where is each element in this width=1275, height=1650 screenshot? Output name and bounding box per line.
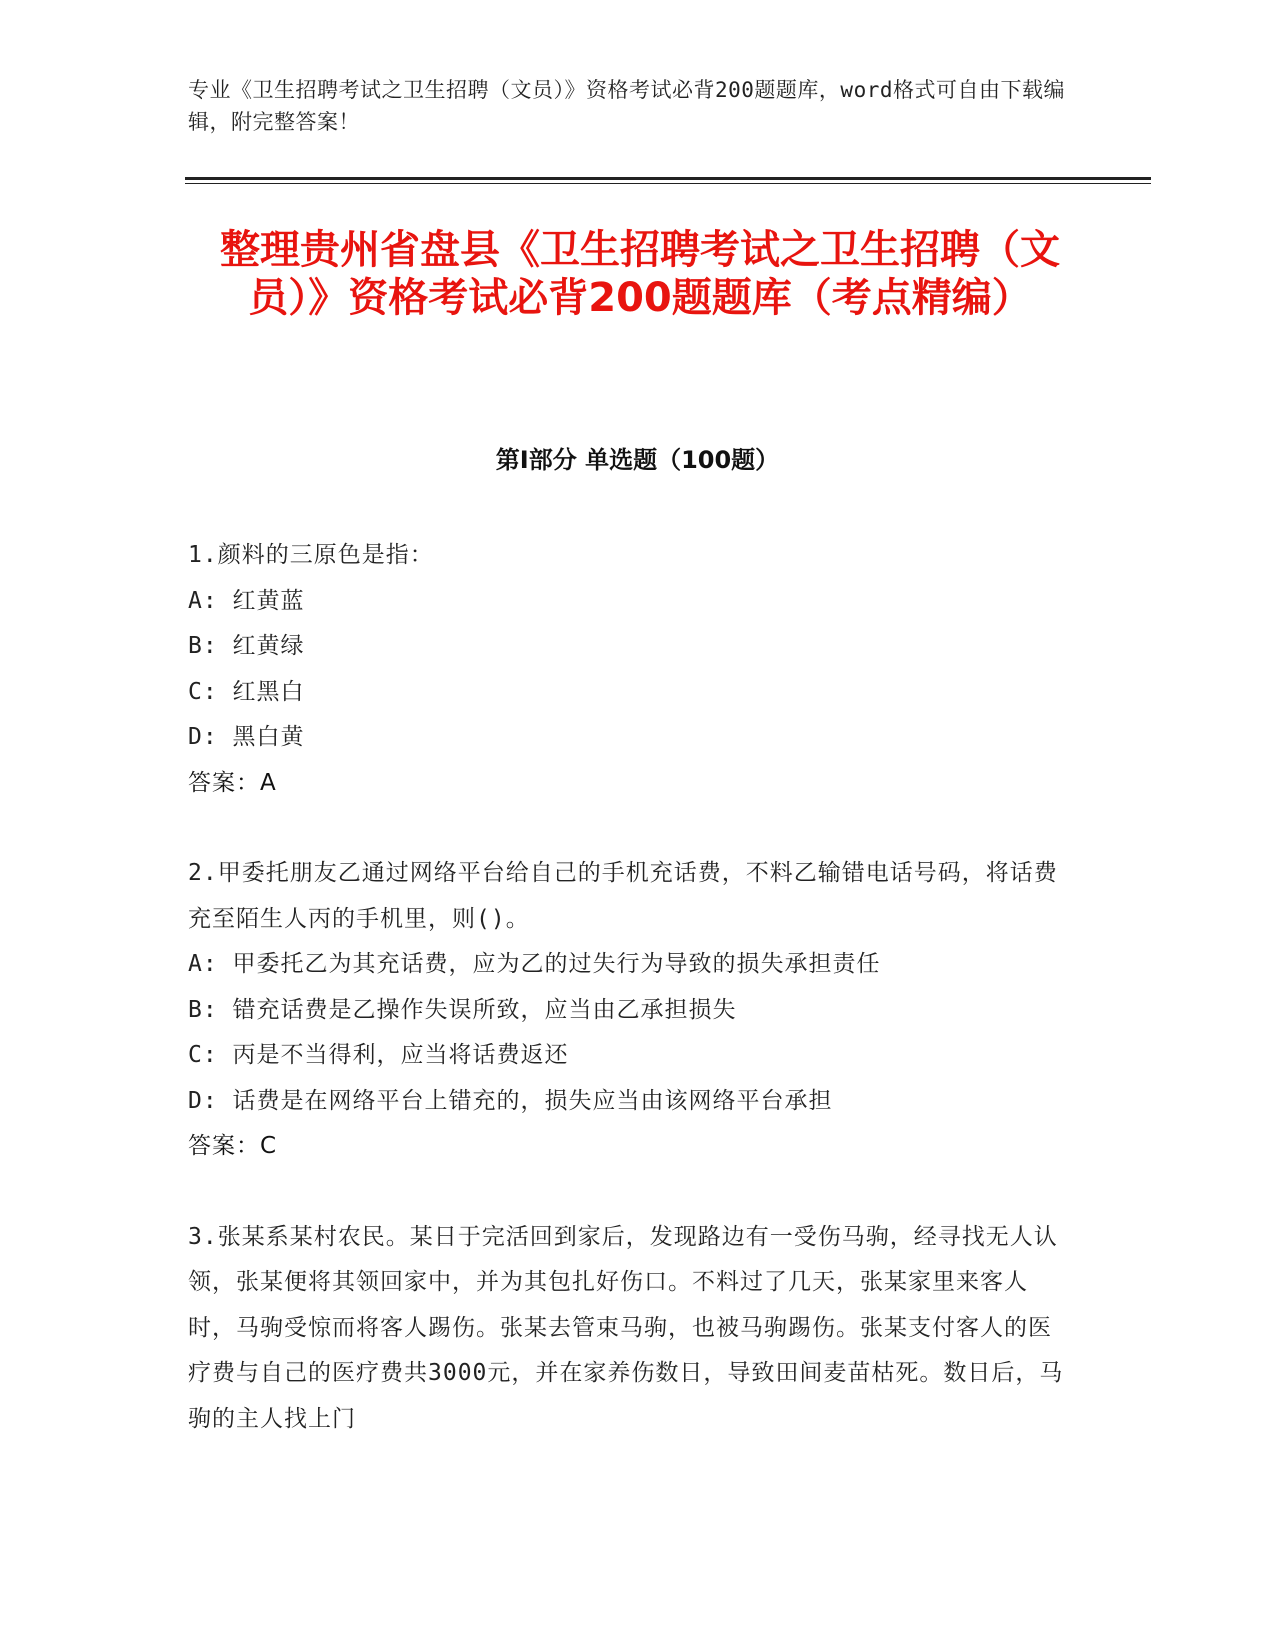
option-b: B: 红黄绿 <box>188 633 305 659</box>
answer: 答案：A <box>188 769 277 796</box>
option-a: A: 甲委托乙为其充话费，应为乙的过失行为导致的损失承担责任 <box>188 951 881 977</box>
question-stem: 2.甲委托朋友乙通过网络平台给自己的手机充话费，不料乙输错电话号码，将话费充至陌生人丙的手机里，则()。 <box>188 860 1058 932</box>
option-c: C: 红黑白 <box>188 678 305 705</box>
header-divider-thin <box>185 183 1151 184</box>
header-divider-thick <box>185 177 1151 180</box>
question-item <box>188 851 1068 1170</box>
option-d: D: 黑白黄 <box>188 724 305 750</box>
question-item <box>188 533 1068 806</box>
section-title: 第Ⅰ部分 单选题（100题） <box>495 446 780 474</box>
question-item <box>188 1215 1068 1443</box>
question-gap <box>188 806 1068 851</box>
question-stem: 3.张某系某村农民。某日于完活回到家后，发现路边有一受伤马驹，经寻找无人认领，张某便将其领回家中，并为其包扎好伤口。不料过了几天，张某家里来客人时，马驹受惊而将客人踢伤。张某去管束马驹，也被马驹踢伤。张某支付客人的医疗费与自己的医疗费共3000元，并在家养伤数日，导致田间麦苗枯死。数日后，马驹的主人找上门 <box>188 1223 1064 1432</box>
answer: 答案：C <box>188 1133 278 1159</box>
option-a: A: 红黄蓝 <box>188 587 305 614</box>
header-note: 专业《卫生招聘考试之卫生招聘（文员）》资格考试必背200题题库，word格式可自由下载编辑，附完整答案！ <box>188 78 1065 134</box>
question-stem: 1.颜料的三原色是指： <box>188 542 434 568</box>
document-title: 整理贵州省盘县《卫生招聘考试之卫生招聘（文员）》资格考试必背200题题库（考点精编） <box>220 227 1060 321</box>
question-gap <box>188 1170 1068 1215</box>
option-d: D: 话费是在网络平台上错充的，损失应当由该网络平台承担 <box>188 1087 833 1114</box>
option-c: C: 丙是不当得利，应当将话费返还 <box>188 1042 569 1068</box>
option-b: B: 错充话费是乙操作失误所致，应当由乙承担损失 <box>188 996 737 1023</box>
question-list <box>188 533 1068 1442</box>
